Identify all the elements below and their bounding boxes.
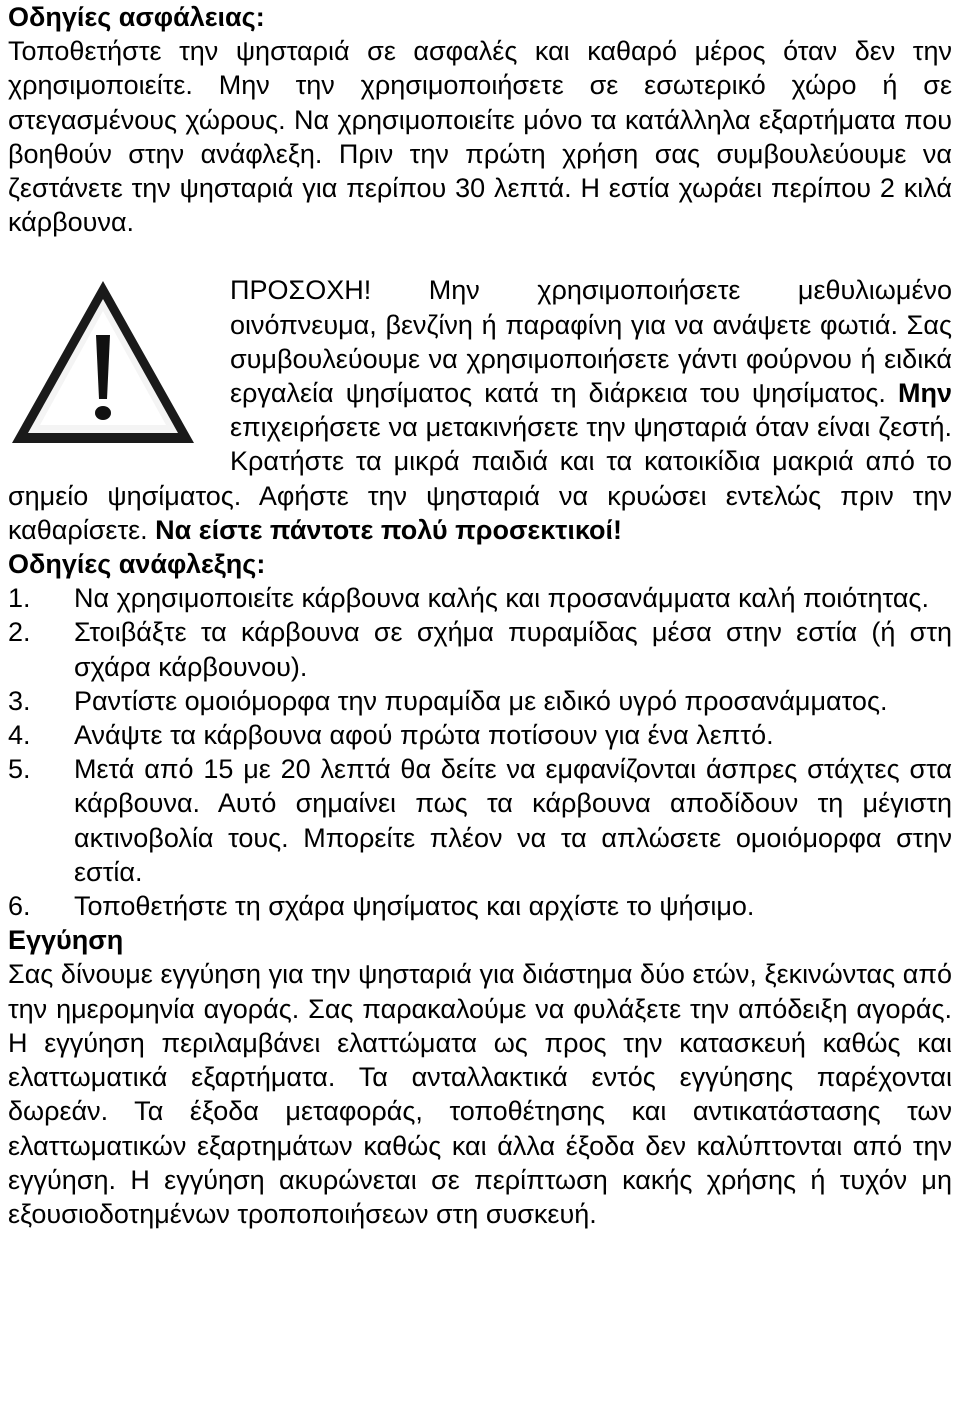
step-number: 1. <box>8 583 31 614</box>
safety-paragraph: Τοποθετήστε την ψησταριά σε ασφαλές και καθαρό μέρος όταν δεν την χρησιμοποιείτε. Μην την χρησιμοποιήσετε σε εσωτερικό χώρο ή σε στεγασμένους χώρους. Να χρησιμοποιείτε μόνο τα κατάλληλα εξαρτήματα που βοηθούν στην ανάφλεξη. Πριν την πρώτη χρήση σας συμβουλεύουμε να ζεστάνετε την ψησταριά για περίπου 30 λεπτά. Η εστία χωράει περίπου 2 κιλά κάρβουνα. <box>8 36 952 238</box>
step-number: 4. <box>8 720 31 751</box>
step-text: Στοιβάξτε τα κάρβουνα σε σχήμα πυραμίδας μέσα στην εστία (ή στη σχάρα κάρβουνου). <box>74 617 952 682</box>
warranty-paragraph: Σας δίνουμε εγγύηση για την ψησταριά για διάστημα δύο ετών, ξεκινώντας από την ημερομηνία αγοράς. Σας παρακαλούμε να φυλάξετε την απόδειξη αγοράς. Η εγγύηση περιλαμβάνει ελαττώματα ως προς την κατασκευή καθώς και ελαττωματικά εξαρτήματα. Τα ανταλλακτικά εντός εγγύησης παρέχονται δωρεάν. Τα έξοδα μεταφοράς, τοποθέτησης και αντικατάστασης των ελαττωματικών εξαρτημάτων καθώς και άλλα έξοδα δεν καλύπτονται από την εγγύηση. Η εγγύηση ακυρώνεται σε περίπτωση κακής χρήσης ή τυχόν μη εξουσιοδοτημένων τροποποιήσεων στη συσκευή. <box>8 959 952 1229</box>
step-text: Μετά από 15 με 20 λεπτά θα δείτε να εμφανίζονται άσπρες στάχτες στα κάρβουνα. Αυτό σημαίνει πως τα κάρβουνα αποδίδουν τη μέγιστη ακτινοβολία τους. Μπορείτε πλέον να τα απλώσετε ομοιόμορφα στην εστία. <box>74 754 952 887</box>
step-text: Τοποθετήστε τη σχάρα ψησίματος και αρχίστε το ψήσιμο. <box>74 891 755 922</box>
list-item <box>8 752 952 889</box>
step-text: Να χρησιμοποιείτε κάρβουνα καλής και προσανάμματα καλή ποιότητας. <box>74 583 929 614</box>
list-item <box>8 581 952 615</box>
step-text: Ανάψτε τα κάρβουνα αφού πρώτα ποτίσουν για ένα λεπτό. <box>74 720 774 751</box>
warranty-heading: Εγγύηση <box>8 925 124 956</box>
step-number: 5. <box>8 754 31 785</box>
warning-bold-3: Να είστε πάντοτε πολύ προσεκτικοί! <box>155 514 623 545</box>
list-item <box>8 684 952 718</box>
step-number: 6. <box>8 891 31 922</box>
warning-lead: ΠΡΟΣΟΧΗ! <box>230 275 372 306</box>
safety-heading: Οδηγίες ασφάλειας: <box>8 2 265 32</box>
warning-bold-2: Μην <box>898 378 952 409</box>
step-number: 3. <box>8 685 31 716</box>
ignition-steps <box>8 581 952 923</box>
warning-text-2: επιχειρήσετε να μετακινήσετε την ψησταριά όταν είναι ζεστή. Κρατήστε τα μικρά παιδιά και τα κατοικίδια μακριά από το σημείο ψησίματος. Αφήστε την ψησταριά να κρυώσει εντελώς πριν την καθαρίσετε. <box>8 412 952 545</box>
list-item <box>8 889 952 923</box>
step-text: Ραντίστε ομοιόμορφα την πυραμίδα με ειδικό υγρό προσανάμματος. <box>74 685 888 716</box>
warning-text-1: Μην χρησιμοποιήσετε μεθυλιωμένο οινόπνευμα, βενζίνη ή παραφίνη για να ανάψετε φωτιά. Σας συμβουλεύουμε να χρησιμοποιήσετε γάντι φούρνου ή ειδικά εργαλεία ψησίματος κατά τη διάρκεια του ψησίματος. <box>230 275 952 409</box>
warning-triangle-icon <box>8 277 198 447</box>
ignition-heading: Οδηγίες ανάφλεξης: <box>8 549 266 580</box>
list-item <box>8 615 952 683</box>
list-item <box>8 718 952 752</box>
warning-block <box>8 273 952 547</box>
step-number: 2. <box>8 617 31 648</box>
